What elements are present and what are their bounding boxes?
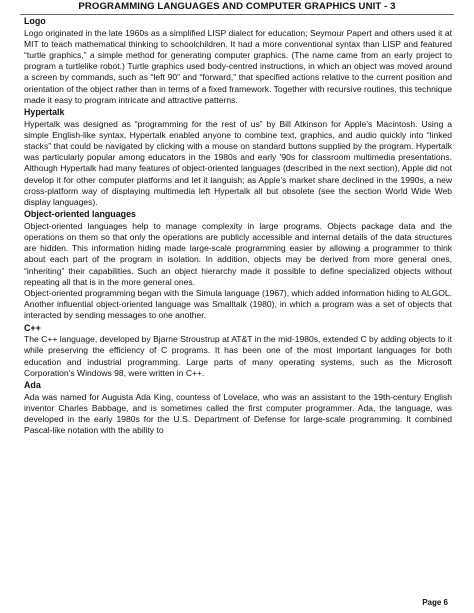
section-logo <box>24 16 452 106</box>
paragraph-ada: Ada was named for Augusta Ada King, countess of Lovelace, who was an assistant to the 19th-century English inventor Charles Babbage, and is sometimes called the first computer programmer. Ada, the language, was developed in the early 1980s for the U.S. Department of Defense for large-scale programming. It combined Pascal-like notation with the ability to <box>24 391 452 436</box>
paragraph-cpp: The C++ language, developed by Bjarne Stroustrup at AT&T in the mid-1980s, extended C by adding objects to it while preserving the efficiency of C programs. It has been one of the most important languages for both education and industrial programming. Large parts of many operating systems, such as the Microsoft Corporation’s Windows 98, were written in C++. <box>24 334 452 378</box>
page-header: PROGRAMMING LANGUAGES AND COMPUTER GRAPHICS UNIT - 3 <box>78 1 396 12</box>
section-ada <box>24 380 452 436</box>
section-heading-logo: Logo <box>24 16 46 26</box>
section-heading-object-oriented: Object-oriented languages <box>24 209 136 220</box>
page-number: Page 6 <box>422 598 448 607</box>
paragraph-logo: Logo originated in the late 1960s as a simplified LISP dialect for education; Seymour Papert and others used it at MIT to teach mathematical thinking to schoolchildren. It had a more conventional syntax than LISP and featured “turtle graphics,” a simple method for generating computer graphics. (The name came from an early project to program a turtlelike robot.) Turtle graphics used body-centred instructions, in which an object was moved around a screen by commands, such as “left 90” and “forward,” that specified actions relative to the current position and orientation of the object rather than in terms of a fixed framework. Together with recursive routines, this technique made it easy to program intricate and attractive patterns. <box>24 27 452 105</box>
section-object-oriented <box>24 209 452 321</box>
paragraph-hypertalk: Hypertalk was designed as “programming for the rest of us” by Bill Atkinson for Apple’s Macintosh. Using a simple English-like syntax, Hypertalk enabled anyone to combine text, graphics, and audio quickly into “linked stacks” that could be navigated by clicking with a mouse on standard buttons supplied by the program. Hypertalk was particularly popular among educators in the 1980s and early ’90s for classroom multimedia presentations. Although Hypertalk had many features of object-oriented languages (described in the next section), Apple did not develop it for other computer platforms and let it languish; as Apple’s market share declined in the 1990s, a new cross-platform way of displaying multimedia left Hypertalk all but obsolete (see the section World Wide Web display languages). <box>24 118 452 208</box>
paragraph-object-oriented-1: Object-oriented languages help to manage complexity in large programs. Objects package data and the operations on them so that only the operations are publicly accessible and internal details of the data structures are hidden. This information hiding made large-scale programming easier by allowing a programmer to think about each part of the program in isolation. In addition, objects may be derived from more general ones, “inheriting” their capabilities. Such an object hierarchy made it possible to define specialized objects without repeating all that is in the more general ones. <box>24 220 452 287</box>
section-heading-cpp: C++ <box>24 322 41 333</box>
section-heading-hypertalk: Hypertalk <box>24 107 65 118</box>
paragraph-object-oriented-2: Object-oriented programming began with the Simula language (1967), which added information hiding to ALGOL. Another influential object-oriented language was Smalltalk (1980), in which a program was a set of objects that interacted by sending messages to one another. <box>24 288 452 321</box>
section-cpp <box>24 323 452 379</box>
section-heading-ada: Ada <box>24 380 41 391</box>
document-body <box>24 15 452 436</box>
section-hypertalk <box>24 107 452 208</box>
